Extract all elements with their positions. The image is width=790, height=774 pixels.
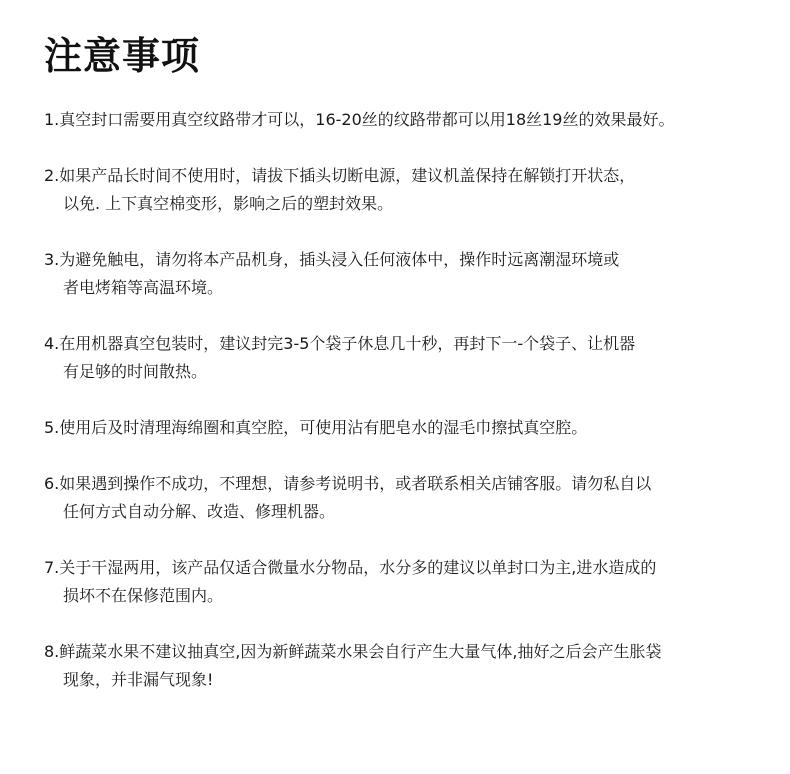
note-text-continued: 者电烤箱等高温环境。 [63, 278, 224, 297]
note-text-continued: 损坏不在保修范围内。 [63, 586, 224, 605]
note-text: 6.如果遇到操作不成功，不理想，请参考说明书，或者联系相关店铺客服。请勿私自以 [44, 474, 652, 493]
note-item-8 [44, 638, 784, 694]
note-text-continued: 以免. 上下真空棉变形，影响之后的塑封效果。 [63, 194, 394, 213]
note-text-continued: 有足够的时间散热。 [63, 362, 208, 381]
note-text: 2.如果产品长时间不使用时，请拔下插头切断电源，建议机盖保持在解锁打开状态， [44, 166, 636, 185]
note-text: 8.鲜蔬菜水果不建议抽真空,因为新鲜蔬菜水果会自行产生大量气体,抽好之后会产生胀袋 [44, 642, 662, 661]
note-text-continued: 任何方式自动分解、改造、修理机器。 [63, 502, 336, 521]
note-text: 7.关于干湿两用，该产品仅适合微量水分物品，水分多的建议以单封口为主,进水造成的 [44, 558, 657, 577]
note-text-continued: 现象，并非漏气现象! [63, 670, 214, 689]
notes-list [44, 106, 784, 694]
note-item-6 [44, 470, 784, 526]
note-item-4 [44, 330, 784, 386]
note-item-1 [44, 106, 784, 134]
note-text: 1.真空封口需要用真空纹路带才可以，16-20丝的纹路带都可以用18丝19丝的效果最好。 [44, 110, 675, 129]
page-title: 注意事项 [44, 34, 201, 78]
note-item-5 [44, 414, 784, 442]
note-text: 5.使用后及时清理海绵圈和真空腔，可使用沾有肥皂水的湿毛巾擦拭真空腔。 [44, 418, 588, 437]
note-item-7 [44, 554, 784, 610]
note-text: 4.在用机器真空包装时，建议封完3-5个袋子休息几十秒，再封下一-个袋子、让机器 [44, 334, 636, 353]
note-item-2 [44, 162, 784, 218]
note-item-3 [44, 246, 784, 302]
note-text: 3.为避免触电，请勿将本产品机身，插头浸入任何液体中，操作时远离潮湿环境或 [44, 250, 620, 269]
